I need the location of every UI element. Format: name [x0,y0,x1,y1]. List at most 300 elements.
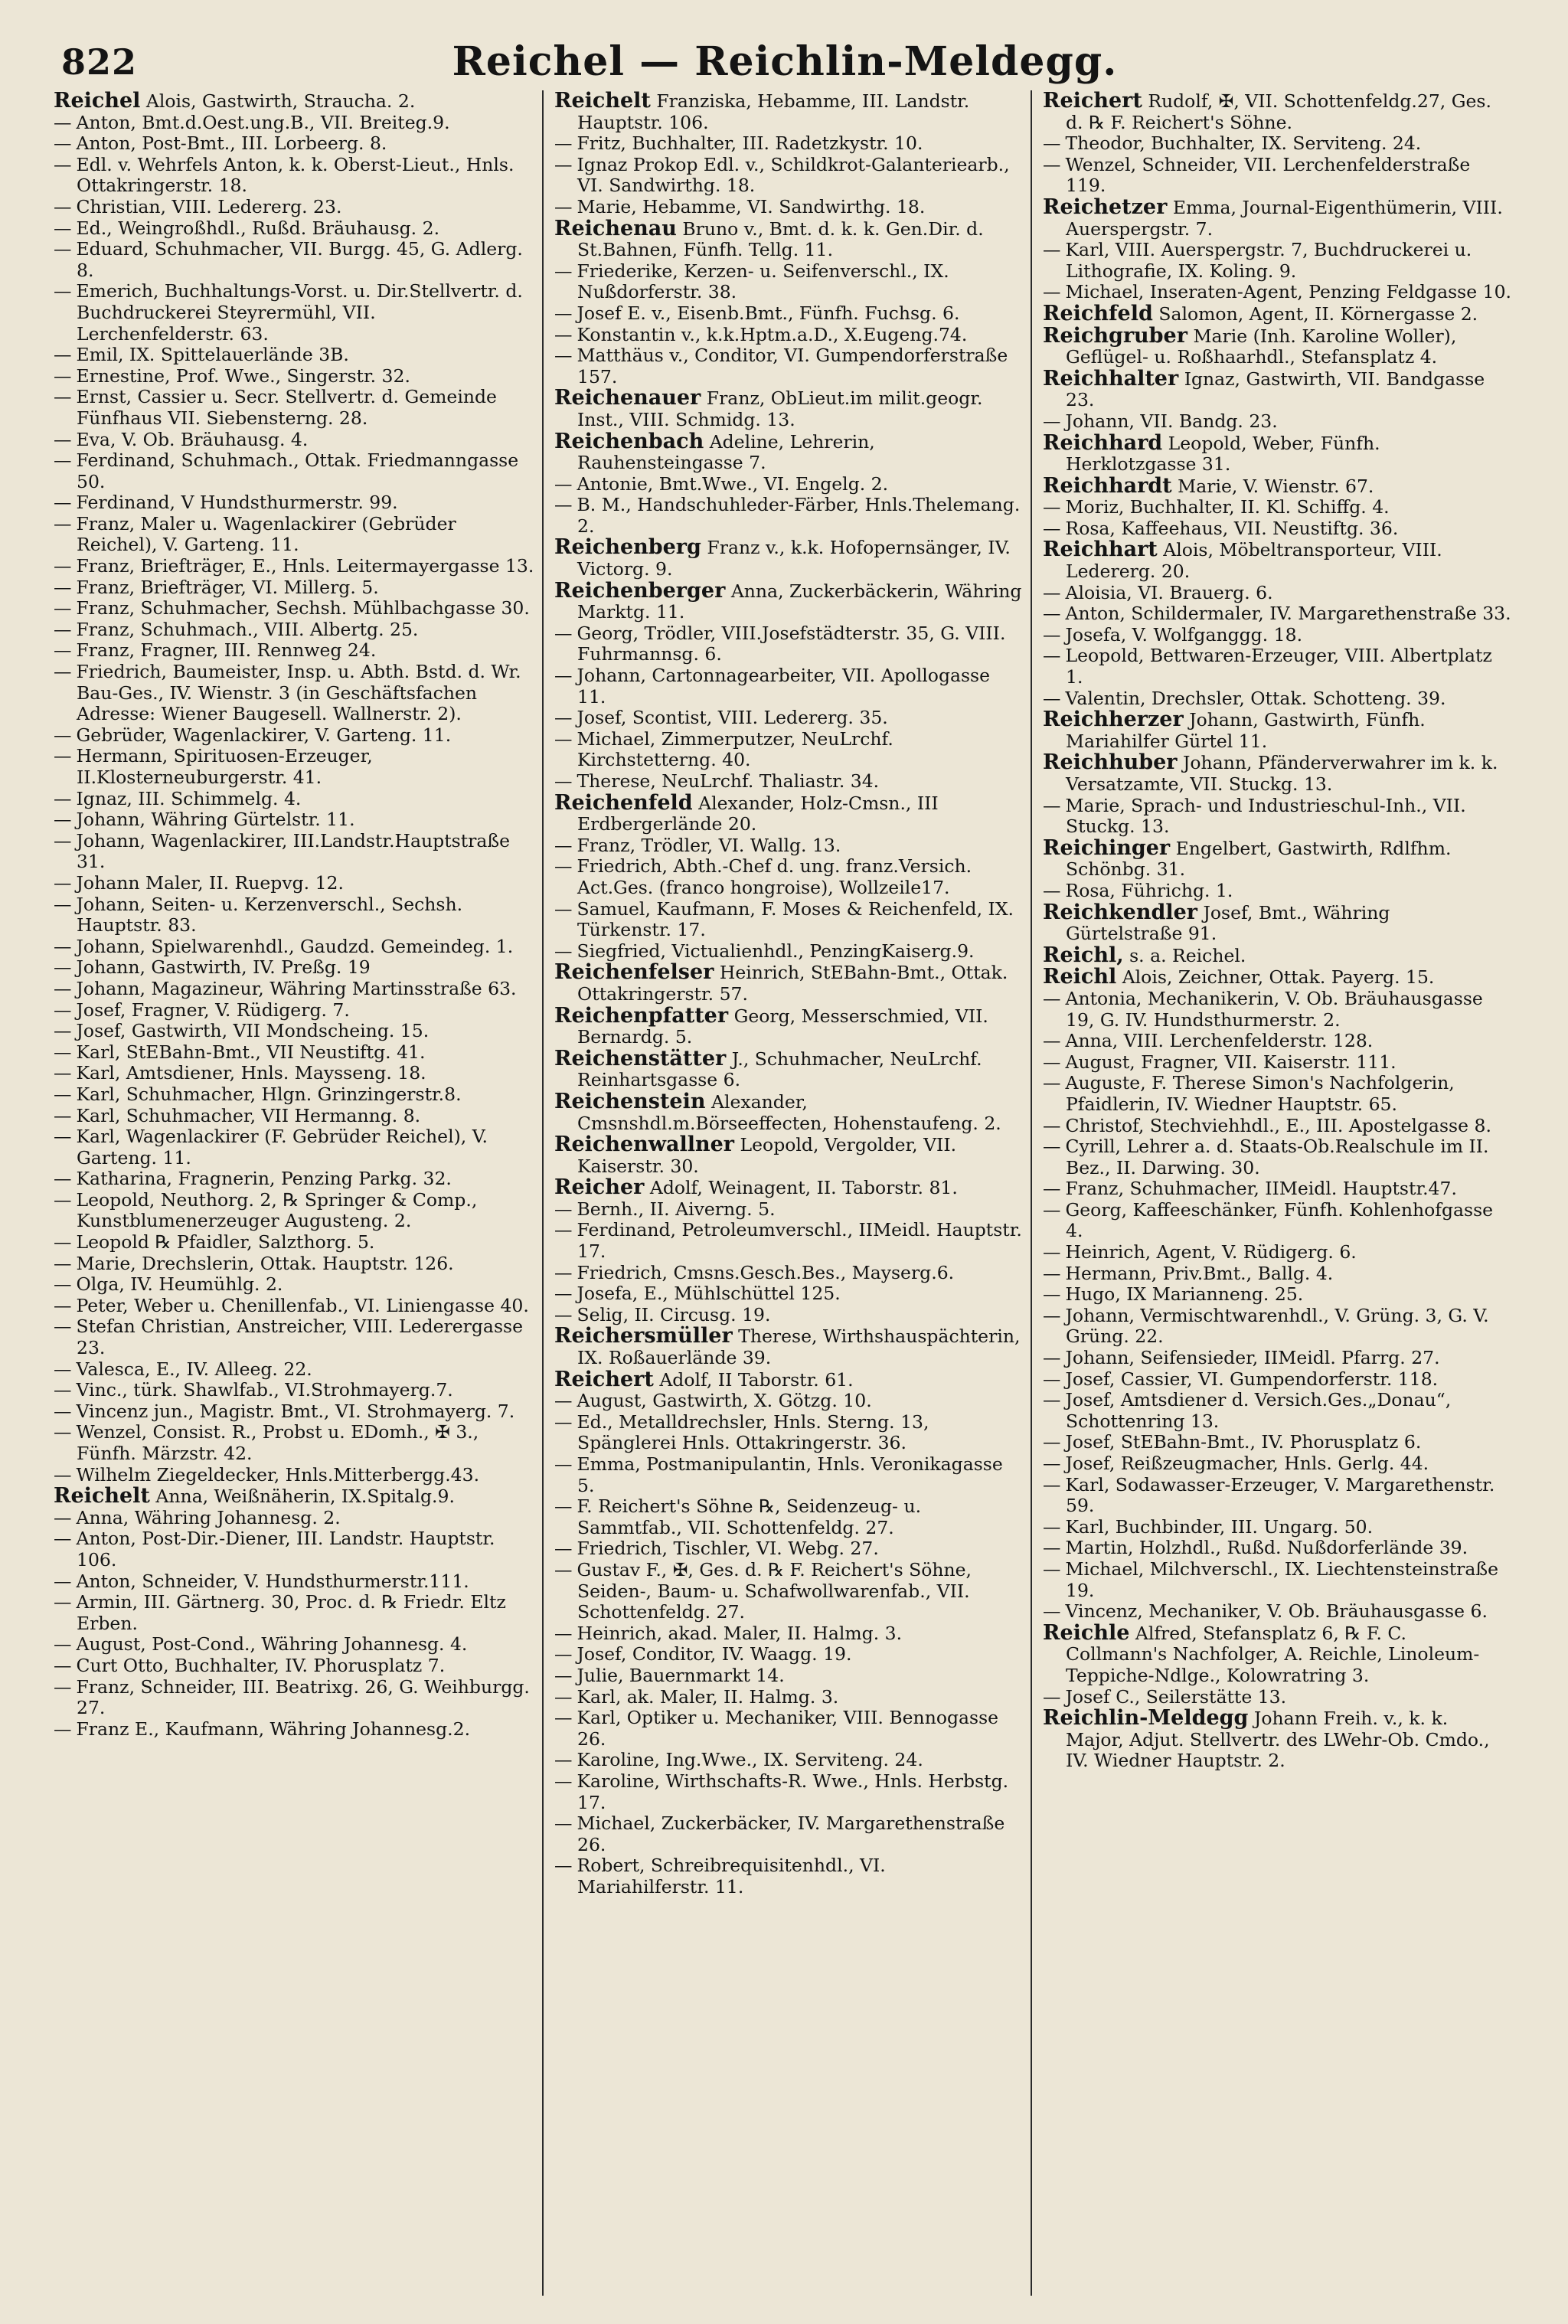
directory-entry [554,941,1023,963]
entry-text: Julie, Bauernmarkt 14. [577,1664,785,1686]
entry-dash: — [554,707,573,729]
entry-text: Ernestine, Prof. Wwe., Singerstr. 32. [76,364,410,387]
entry-surname: Reichenwallner [554,1133,735,1157]
entry-dash: — [1043,603,1061,625]
entry-dash: — [554,195,573,217]
entry-dash: — [1043,410,1061,432]
directory-entry [1043,1475,1511,1517]
entry-text: Hermann, Spirituosen-Erzeuger, II.Klosterneuburgerstr. 41. [76,745,373,788]
directory-entry [54,1677,534,1719]
entry-dash: — [554,834,573,856]
entry-text: Konstantin v., k.k.Hptm.a.D., X.Eugeng.74. [577,323,968,345]
entry-dash: — [554,1685,573,1708]
entry-text: Marie, Sprach- und Industrieschul-Inh., VII. Stuckg. 13. [1065,794,1466,838]
entry-text: Johann, VII. Bandg. 23. [1065,410,1278,432]
entry-dash: — [54,1718,72,1740]
entry-text: Anna, Währing Johannesg. 2. [76,1506,341,1528]
entry-dash: — [1043,1072,1061,1094]
entry-dash: — [54,1041,72,1063]
entry-text: Therese, NeuLrchf. Thaliastr. 34. [577,770,880,792]
directory-entry [54,556,534,577]
entry-text: Franz, ObLieut.im milit.geogr. Inst., VIII. Schmidg. 13. [577,387,983,430]
entry-surname: Reichert [554,1367,654,1391]
entry-text: Matthäus v., Conditor, VI. Gumpendorferstraße 157. [577,345,1008,387]
entry-text: Anna, Weißnäherin, IX.Spitalg.9. [155,1486,455,1508]
directory-entry [554,345,1023,387]
entry-text: Josef, Reißzeugmacher, Hnls. Gerlg. 44. [1065,1453,1429,1474]
entry-dash: — [1043,1283,1061,1306]
entry-text: Franz, Schuhmacher, IIMeidl. Hauptstr.47. [1065,1178,1457,1200]
directory-entry [1043,240,1511,282]
entry-text: Theodor, Buchhalter, IX. Serviteng. 24. [1065,132,1422,155]
directory-entry [54,725,534,747]
entry-surname: Reichle [1043,1620,1130,1645]
entry-text: Leopold, Bettwaren-Erzeuger, VIII. Albertplatz 1. [1065,645,1492,688]
entry-dash: — [54,217,72,239]
entry-text: Josefa, E., Mühlschüttel 125. [577,1283,841,1305]
entry-dash: — [54,1570,72,1592]
entry-text: Gebrüder, Wagenlackirer, V. Garteng. 11. [76,724,452,746]
directory-entry [54,1422,534,1464]
entry-dash: — [554,855,573,878]
entry-text: Ferdinand, Schuhmach., Ottak. Friedmanngasse 50. [76,449,519,492]
entry-dash: — [54,449,72,472]
directory-entry [1043,155,1511,197]
page-header [61,35,1508,96]
directory-entry [54,155,534,197]
entry-text: Ferdinand, Petroleumverschl., IIMeidl. Hauptstr. 17. [577,1219,1022,1263]
directory-entry [1043,430,1511,476]
entry-text: Friedrich, Tischler, VI. Webg. 27. [577,1538,879,1560]
entry-text: Franz, Schuhmach., VIII. Albertg. 25. [76,618,419,640]
directory-entry [554,1005,1023,1048]
entry-surname: Reichenberger [554,578,726,603]
directory-entry [54,1508,534,1529]
directory-entry [54,113,534,134]
entry-dash: — [1043,496,1061,518]
directory-entry [1043,835,1511,881]
directory-entry [54,1084,534,1106]
entry-dash: — [54,661,72,683]
directory-entry [1043,325,1511,368]
entry-dash: — [554,132,573,155]
directory-entry [554,1220,1023,1262]
entry-text: Marie, Hebamme, VI. Sandwirthg. 18. [577,195,926,217]
entry-text: Ignaz Prokop Edl. v., Schildkrot-Galanteriearb., VI. Sandwirthg. 18. [577,153,1010,197]
directory-entry [554,1771,1023,1813]
directory-entry [554,325,1023,346]
entry-text: Anton, Schildermaler, IV. Margarethenstraße 33. [1065,603,1511,625]
entry-surname: Reichenbach [554,429,704,453]
entry-dash: — [54,1188,72,1211]
entry-dash: — [1043,1453,1061,1474]
entry-text: Anna, Zuckerbäckerin, Währing Marktg. 11. [577,580,1022,623]
entry-text: Marie (Inh. Karoline Woller), Geflügel- u. Roßhaarhdl., Stefansplatz 4. [1066,325,1457,368]
entry-dash: — [54,977,72,999]
directory-entry [1043,1306,1511,1348]
directory-entry [554,387,1023,430]
entry-dash: — [554,1812,573,1835]
entry-text: Karl, Schuhmacher, VII Hermanng. 8. [76,1104,421,1126]
entry-dash: — [54,555,72,577]
entry-dash: — [54,893,72,915]
directory-entry [54,1106,534,1127]
entry-surname: Reichersmüller [554,1324,733,1348]
entry-text: Eva, V. Ob. Bräuhausg. 4. [76,428,309,450]
entry-text: Johann, Seifensieder, IIMeidl. Pfarrg. 27. [1065,1347,1440,1369]
entry-dash: — [54,1591,72,1613]
entry-dash: — [54,1294,72,1316]
entry-dash: — [1043,1114,1061,1136]
directory-entry [1043,473,1511,498]
entry-surname: Reichl [1043,965,1117,989]
directory-entry [54,366,534,387]
entry-dash: — [54,597,72,619]
directory-entry [1043,989,1511,1031]
directory-entry [554,155,1023,197]
directory-entry [554,1305,1023,1326]
entry-text: Karoline, Ing.Wwe., IX. Serviteng. 24. [577,1749,923,1771]
entry-dash: — [554,1664,573,1686]
directory-entry [1043,1052,1511,1074]
entry-text: Franz, Maler u. Wagenlackirer (Gebrüder Reichel), V. Garteng. 11. [76,512,456,556]
directory-entry [554,1623,1023,1645]
directory-entry [554,1325,1023,1368]
directory-entry [1043,1284,1511,1306]
entry-text: Edl. v. Wehrfels Anton, k. k. Oberst-Lieut., Hnls. Ottakringerstr. 18. [76,153,514,197]
entry-dash: — [1043,1347,1061,1369]
entry-surname: Reichherzer [1043,708,1184,732]
entry-text: Karl, Amtsdiener, Hnls. Maysseng. 18. [76,1062,426,1084]
entry-text: Anna, VIII. Lerchenfelderstr. 128. [1065,1030,1374,1052]
directory-entry [1043,411,1511,433]
directory-entry [1043,583,1511,604]
entry-dash: — [54,512,72,534]
entry-text: Franziska, Hebamme, III. Landstr. Hauptstr. 106. [577,90,970,133]
entry-dash: — [54,1316,72,1338]
entry-text: Robert, Schreibrequisitenhdl., VI. Mariahilferstr. 11. [577,1855,886,1897]
entry-text: Aloisia, VI. Brauerg. 6. [1065,581,1273,603]
entry-text: Karl, Schuhmacher, Hlgn. Grinzingerstr.8. [76,1083,462,1105]
page-number: 822 [61,41,138,83]
directory-entry [54,1571,534,1593]
directory-entry [554,495,1023,537]
entry-dash: — [54,787,72,809]
directory-entry [554,537,1023,580]
directory-entry [1043,945,1511,967]
entry-dash: — [54,1675,72,1698]
entry-dash: — [554,1855,573,1877]
entry-text: Bruno v., Bmt. d. k. k. Gen.Dir. d. St.Bahnen, Fünfh. Tellg. 11. [577,217,984,261]
directory-entry [54,1380,534,1401]
directory-entry [54,1359,534,1381]
entry-dash: — [54,999,72,1021]
directory-entry [54,281,534,345]
entry-dash: — [54,1379,72,1401]
entry-text: Antonie, Bmt.Wwe., VI. Engelg. 2. [577,472,889,495]
directory-entry [554,1263,1023,1284]
directory-entry [1043,1453,1511,1475]
entry-text: Peter, Weber u. Chenillenfab., VI. Liniengasse 40. [76,1294,529,1316]
entry-dash: — [54,1463,72,1486]
directory-entry [54,239,534,281]
entry-text: Antonia, Mechanikerin, V. Ob. Bräuhausgasse 19, G. IV. Hundsthurmerstr. 2. [1065,987,1483,1031]
entry-text: Heinrich, StEBahn-Bmt., Ottak. Ottakringerstr. 57. [577,962,1008,1005]
entry-text: Johann Maler, II. Ruepvg. 12. [76,871,344,894]
entry-text: Emerich, Buchhaltungs-Vorst. u. Dir.Stellvertr. d. Buchdruckerei Steyrermühl, VII. Lerchenfelderstr. 63. [76,280,523,345]
directory-entry [54,979,534,1000]
entry-dash: — [54,153,72,175]
directory-entry [54,1719,534,1741]
entry-dash: — [54,1421,72,1443]
entry-text: Friedrich, Abth.-Chef d. ung. franz.Versich. Act.Ges. (franco hongroise), Wollzeile17. [577,855,972,898]
directory-entry [1043,1538,1511,1559]
directory-entry [554,1199,1023,1221]
directory-entry [1043,1242,1511,1263]
directory-entry [54,197,534,218]
directory-entry [554,1644,1023,1665]
entry-text: Josefa, V. Wolfganggg. 18. [1065,623,1303,646]
directory-entry [54,640,534,662]
entry-dash: — [554,727,573,750]
entry-dash: — [54,1252,72,1274]
entry-dash: — [554,1198,573,1220]
entry-text: Michael, Inseraten-Agent, Penzing Feldgasse 10. [1065,281,1511,303]
directory-entry [554,1177,1023,1199]
entry-dash: — [1043,879,1061,901]
directory-entry [554,771,1023,793]
entry-dash: — [554,1770,573,1792]
entry-dash: — [54,956,72,979]
entry-dash: — [1043,645,1061,667]
entry-text: Franz, Trödler, VI. Wallg. 13. [577,834,841,856]
entry-surname: Reichgruber [1043,323,1187,348]
directory-entry [1043,1136,1511,1178]
entry-dash: — [54,1231,72,1254]
entry-dash: — [54,280,72,302]
directory-entry [554,431,1023,474]
entry-dash: — [554,1390,573,1412]
entry-text: Vincenz jun., Magistr. Bmt., VI. Strohmayerg. 7. [76,1400,515,1422]
directory-entry [554,303,1023,325]
entry-surname: Reichkendler [1043,900,1197,924]
directory-entry [54,345,534,366]
directory-entry [54,598,534,619]
entry-dash: — [554,897,573,920]
directory-entry [54,873,534,894]
directory-entry [1043,1601,1511,1623]
entry-dash: — [1043,239,1061,261]
entry-dash: — [54,829,72,851]
entry-text: Gustav F., ✠, Ges. d. ℞ F. Reichert's Söhne, Seiden-, Baum- u. Schafwollwarenfab., VII. Schottenfeldg. 27. [577,1558,972,1623]
entry-dash: — [1043,1685,1061,1708]
entry-dash: — [554,494,573,516]
directory-entry [54,577,534,599]
entry-text: Valesca, E., IV. Alleeg. 22. [76,1358,312,1380]
entry-surname: Reichhalter [1043,366,1179,391]
directory-entry [1043,1369,1511,1391]
directory-entry [54,1465,534,1486]
entry-surname: Reicher [554,1175,645,1200]
entry-text: Michael, Milchverschl., IX. Liechtensteinstraße 19. [1065,1558,1499,1601]
directory-entry [1043,194,1511,240]
entry-dash: — [554,940,573,962]
directory-entry [54,492,534,514]
entry-dash: — [1043,1178,1061,1200]
entry-text: Alfred, Stefansplatz 6, ℞ F. C. Collmann's Nachfolger, A. Reichle, Linoleum-Teppiche-Ndlge., Kolowratring 3. [1066,1622,1480,1686]
entry-text: Karl, Optiker u. Mechaniker, VIII. Bennogasse 26. [577,1707,999,1750]
directory-entry [1043,1031,1511,1052]
entry-dash: — [1043,1368,1061,1390]
directory-entry [554,1687,1023,1708]
entry-text: Anton, Post-Bmt., III. Lorbeerg. 8. [76,132,387,155]
directory-entry [554,197,1023,218]
entry-text: Johann, Spielwarenhdl., Gaudzd. Gemeindeg. 1. [76,935,514,957]
directory-entry [554,1454,1023,1496]
entry-dash: — [554,1219,573,1241]
entry-dash: — [554,1303,573,1325]
entry-text: Ed., Weingroßhdl., Rußd. Bräuhausg. 2. [76,217,440,239]
entry-text: Adolf, Weinagent, II. Taborstr. 81. [649,1177,958,1199]
entry-text: Engelbert, Gastwirth, Rdlfhm. Schönbg. 31. [1066,837,1452,881]
entry-text: Curt Otto, Buchhalter, IV. Phorusplatz 7. [76,1654,446,1676]
entry-dash: — [54,195,72,217]
entry-text: Franz, Briefträger, E., Hnls. Leitermayergasse 13. [76,555,534,577]
directory-entry [554,1369,1023,1391]
directory-entry [54,1254,534,1275]
entry-dash: — [1043,1030,1061,1052]
entry-text: Franz E., Kaufmann, Währing Johannesg.2. [76,1718,471,1740]
entry-text: Alois, Zeichner, Ottak. Payerg. 15. [1122,966,1435,989]
directory-entry [554,1665,1023,1687]
directory-entry [1043,1390,1511,1432]
entry-text: Leopold, Weber, Fünfh. Herklotzgasse 31. [1066,432,1380,476]
directory-entry [554,580,1023,623]
entry-surname: Reichenauer [554,386,701,410]
directory-entry [1043,1263,1511,1285]
directory-entry [1043,1687,1511,1708]
directory-entry [1043,1073,1511,1115]
directory-entry [54,1000,534,1021]
entry-text: Alexander, Cmsnshdl.m.Börseeffecten, Hohenstaufeng. 2. [577,1090,1001,1134]
entry-dash: — [554,1538,573,1560]
entry-dash: — [54,745,72,767]
directory-entry [1043,90,1511,133]
entry-dash: — [54,1062,72,1084]
entry-text: Marie, V. Wienstr. 67. [1178,475,1374,497]
entry-dash: — [54,1126,72,1148]
entry-text: Karl, Sodawasser-Erzeuger, V. Margarethenstr. 59. [1065,1473,1495,1517]
entry-text: Ed., Metalldrechsler, Hnls. Sterng. 13, Spänglerei Hnls. Ottakringerstr. 36. [577,1410,929,1454]
directory-entry [54,387,534,429]
entry-dash: — [1043,1515,1061,1538]
directory-entry [554,218,1023,261]
directory-entry [1043,796,1511,838]
directory-entry [54,450,534,492]
entry-dash: — [54,1168,72,1190]
entry-dash: — [54,639,72,662]
entry-dash: — [54,871,72,894]
directory-entry [54,957,534,979]
entry-text: Georg, Trödler, VIII.Josefstädterstr. 35, G. VIII. Fuhrmannsg. 6. [577,622,1006,665]
entry-text: Karl, StEBahn-Bmt., VII Neustiftg. 41. [76,1041,426,1063]
directory-entry [54,894,534,936]
entry-dash: — [554,1707,573,1729]
entry-dash: — [1043,581,1061,603]
entry-text: Auguste, F. Therese Simon's Nachfolgerin, Pfaidlerin, IV. Wiedner Hauptstr. 65. [1065,1072,1455,1115]
directory-entry [54,1126,534,1169]
entry-dash: — [1043,1051,1061,1073]
directory-entry [554,835,1023,857]
entry-text: Karl, Wagenlackirer (F. Gebrüder Reichel), V. Garteng. 11. [76,1126,488,1169]
entry-surname: Reichenstätter [554,1046,727,1070]
entry-dash: — [1043,517,1061,539]
entry-text: Anton, Post-Dir.-Diener, III. Landstr. Hauptstr. 106. [76,1528,495,1571]
entry-text: Eduard, Schuhmacher, VII. Burgg. 45, G. Adlerg. 8. [76,238,523,281]
entry-dash: — [54,111,72,133]
entry-dash: — [1043,1537,1061,1559]
entry-dash: — [54,428,72,450]
entry-text: Rosa, Kaffeehaus, VII. Neustiftg. 36. [1065,517,1399,539]
entry-text: Johann, Seiten- u. Kerzenverschl., Sechsh. Hauptstr. 83. [76,893,463,936]
directory-entry [54,430,534,451]
entry-text: Hugo, IX Marianneng. 25. [1065,1283,1304,1306]
directory-entry [54,662,534,725]
entry-text: Josef, Conditor, IV. Waagg. 19. [577,1643,852,1665]
directory-entry [54,1042,534,1064]
entry-text: Michael, Zuckerbäcker, IV. Margarethenstraße 26. [577,1812,1005,1855]
directory-entry [1043,282,1511,303]
directory-entry [1043,368,1511,411]
entry-surname: Reichetzer [1043,194,1168,219]
entry-dash: — [554,665,573,687]
entry-dash: — [1043,623,1061,646]
directory-entry [54,1528,534,1571]
entry-dash: — [54,364,72,387]
entry-text: Martin, Holzhdl., Rußd. Nußdorferlände 39. [1065,1537,1468,1559]
entry-dash: — [554,472,573,495]
entry-text: Vinc., türk. Shawlfab., VI.Strohmayerg.7. [76,1379,453,1401]
entry-dash: — [554,1558,573,1580]
entry-text: Johann, Wagenlackirer, III.Landstr.Hauptstraße 31. [76,829,511,873]
entry-dash: — [54,1273,72,1296]
entry-dash: — [54,344,72,366]
entry-text: Selig, II. Circusg. 19. [577,1303,771,1325]
directory-entry [1043,603,1511,625]
entry-dash: — [1043,1136,1061,1158]
directory-entry [54,746,534,788]
directory-entry [1043,133,1511,155]
entry-dash: — [1043,1304,1061,1326]
entry-surname: Reichelt [554,90,651,113]
directory-entry [54,831,534,873]
entry-text: Therese, Wirthshauspächterin, IX. Roßauerlände 39. [577,1325,1021,1369]
directory-entry [1043,1116,1511,1137]
entry-surname: Reichenpfatter [554,1003,729,1028]
entry-dash: — [554,1283,573,1305]
entry-text: Heinrich, akad. Maler, II. Halmg. 3. [577,1622,903,1644]
entry-dash: — [1043,1389,1061,1411]
directory-entry [554,261,1023,303]
entry-text: Franz, Briefträger, VI. Millerg. 5. [76,576,379,598]
entry-dash: — [54,1506,72,1528]
entry-text: Adolf, II Taborstr. 61. [659,1368,854,1391]
entry-text: Fritz, Buchhalter, III. Radetzkystr. 10. [577,132,923,155]
entry-surname: Reichenfeld [554,790,693,815]
entry-text: Johann, Cartonnagearbeiter, VII. Apollogasse 11. [577,665,991,708]
directory-entry [54,1634,534,1656]
entry-dash: — [1043,1558,1061,1580]
